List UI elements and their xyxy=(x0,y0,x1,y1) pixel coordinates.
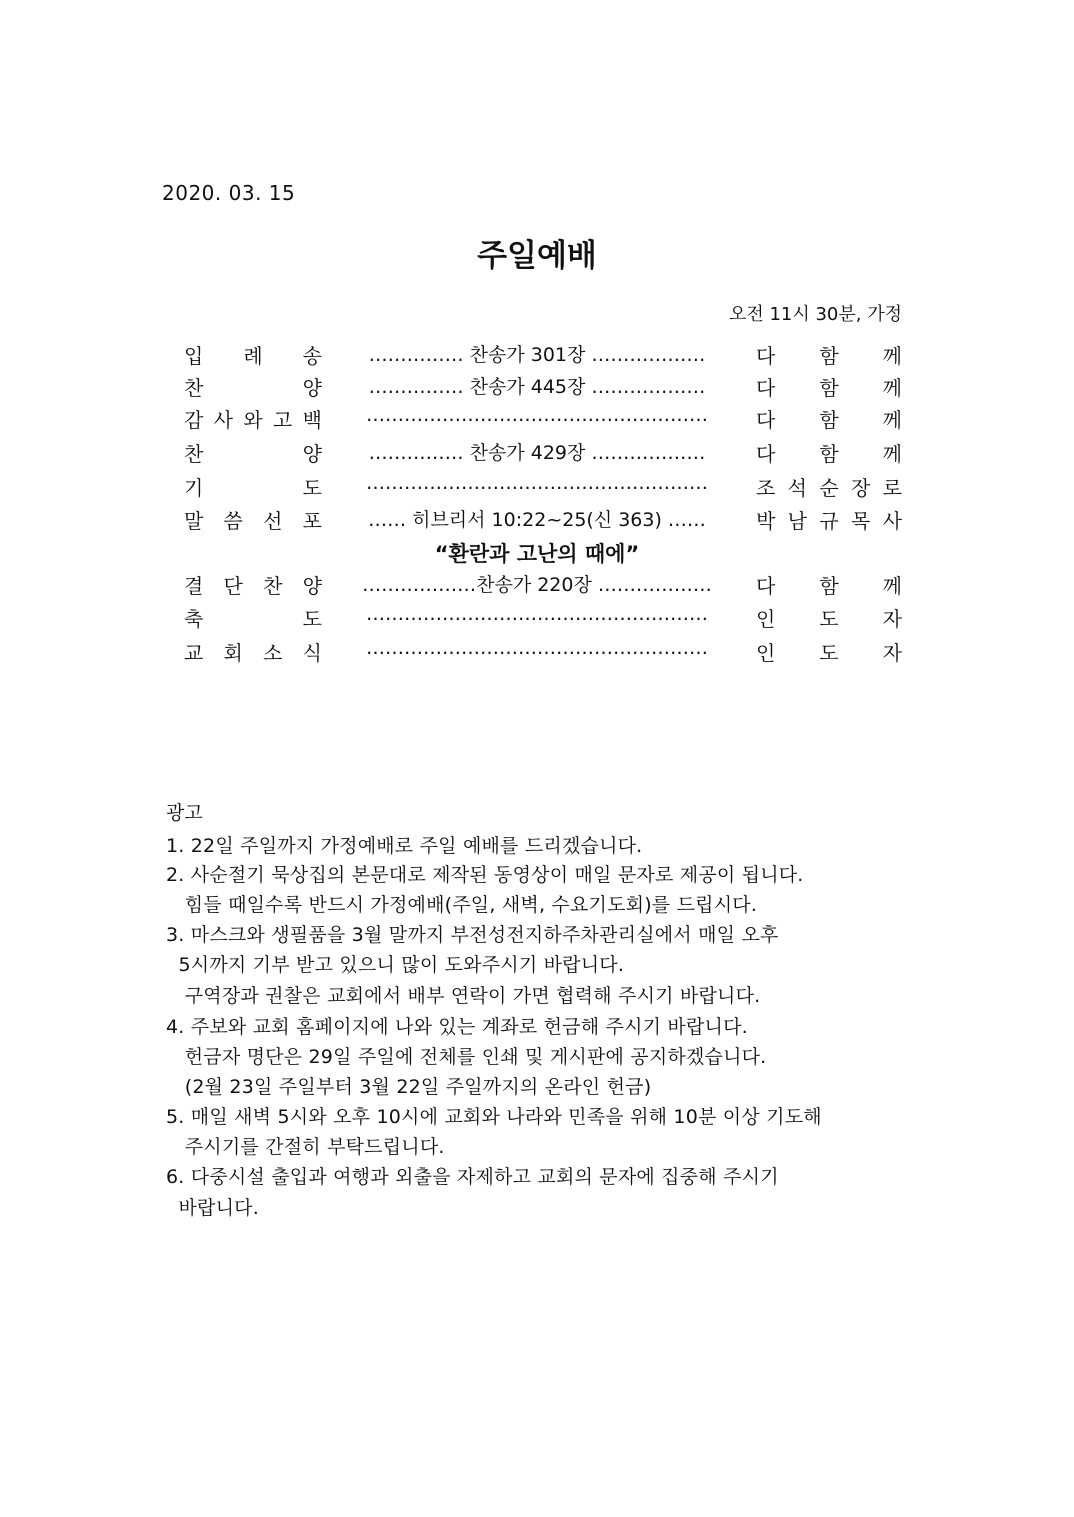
order-detail xyxy=(356,570,718,597)
order-label-char: 포 xyxy=(302,509,322,533)
order-label-char: 감 xyxy=(184,408,204,432)
order-presider-char: 다 xyxy=(756,376,776,400)
order-label-char: 식 xyxy=(302,641,322,665)
order-label-char: 양 xyxy=(302,442,322,466)
order-label-char: 찬 xyxy=(263,574,283,598)
order-label xyxy=(184,340,322,369)
sermon-title: “환란과 고난의 때에” xyxy=(434,542,640,566)
order-row xyxy=(0,570,1074,602)
order-detail-text: ……………………………………………… xyxy=(366,637,708,659)
order-label-char: 백 xyxy=(302,408,322,432)
order-presider-char: 함 xyxy=(819,344,839,368)
order-label-char: 회 xyxy=(223,641,243,665)
order-label xyxy=(184,637,322,666)
order-label-char: 단 xyxy=(223,574,243,598)
order-label-char: 입 xyxy=(184,344,204,368)
order-label xyxy=(184,570,322,599)
notices-heading: 광고 xyxy=(166,802,204,824)
order-presider xyxy=(756,372,902,401)
order-presider-char: 다 xyxy=(756,408,776,432)
order-detail-text: …………… 찬송가 429장 ……………… xyxy=(368,442,706,464)
order-detail-text: ……………………………………………… xyxy=(366,472,708,494)
order-presider-char: 인 xyxy=(756,607,776,631)
order-label-char: 축 xyxy=(184,607,204,631)
order-detail-text: ……………………………………………… xyxy=(366,603,708,625)
order-label-char: 교 xyxy=(184,641,204,665)
order-label-char: 기 xyxy=(184,476,204,500)
order-label-char: 와 xyxy=(243,408,263,432)
notice-line: 5시까지 기부 받고 있으니 많이 도와주시기 바랍니다. xyxy=(166,954,625,976)
order-label-char: 례 xyxy=(243,344,263,368)
order-presider-char: 함 xyxy=(819,408,839,432)
order-presider-char: 자 xyxy=(882,641,902,665)
order-presider xyxy=(756,570,902,599)
order-label-char: 도 xyxy=(302,607,322,631)
order-presider xyxy=(756,505,902,534)
order-row xyxy=(0,505,1074,537)
order-label-char: 고 xyxy=(272,408,293,432)
order-presider-char: 순 xyxy=(819,476,839,500)
order-label-char: 송 xyxy=(302,344,322,368)
notice-line: 3. 마스크와 생필품을 3월 말까지 부전성전지하주차관리실에서 매일 오후 xyxy=(166,924,779,946)
order-presider-char: 사 xyxy=(882,509,902,533)
notice-line: 1. 22일 주일까지 가정예배로 주일 예배를 드리겠습니다. xyxy=(166,835,643,857)
order-label-char: 사 xyxy=(213,408,233,432)
notice-line: 4. 주보와 교회 홈페이지에 나와 있는 계좌로 헌금해 주시기 바랍니다. xyxy=(166,1016,748,1038)
order-presider-char: 조 xyxy=(756,476,776,500)
order-label xyxy=(184,438,322,467)
order-label xyxy=(184,472,322,501)
order-row xyxy=(0,472,1074,504)
service-time-place: 오전 11시 30분, 가정 xyxy=(728,304,902,325)
order-row xyxy=(0,603,1074,635)
order-presider-char: 도 xyxy=(819,607,839,631)
order-presider-char: 께 xyxy=(882,376,902,400)
order-presider-char: 목 xyxy=(850,509,871,533)
page-title: 주일예배 xyxy=(477,238,597,274)
order-detail-text: ……………………………………………… xyxy=(366,404,708,426)
order-row xyxy=(0,404,1074,436)
order-detail-text: ………………찬송가 220장 ……………… xyxy=(362,574,712,596)
order-detail xyxy=(356,472,718,494)
notice-line: 바랍니다. xyxy=(166,1197,259,1219)
order-detail xyxy=(356,438,718,465)
order-label-char: 양 xyxy=(302,574,322,598)
order-presider-char: 인 xyxy=(756,641,776,665)
order-label-char: 찬 xyxy=(184,442,204,466)
order-detail-text: …………… 찬송가 445장 ……………… xyxy=(368,376,706,398)
order-presider xyxy=(756,472,902,501)
order-detail xyxy=(356,505,718,532)
order-presider-char: 께 xyxy=(882,344,902,368)
notice-line: 힘들 때일수록 반드시 가정예배(주일, 새벽, 수요기도회)를 드립시다. xyxy=(166,894,758,916)
order-presider-char: 박 xyxy=(756,509,776,533)
order-presider-char: 석 xyxy=(787,476,807,500)
order-presider xyxy=(756,637,902,666)
order-row xyxy=(0,372,1074,404)
order-presider-char: 함 xyxy=(819,442,839,466)
order-label-char: 도 xyxy=(302,476,322,500)
order-detail-text: …………… 찬송가 301장 ……………… xyxy=(368,344,706,366)
order-label-char: 선 xyxy=(263,509,283,533)
order-presider-char: 장 xyxy=(850,476,871,500)
order-presider-char: 다 xyxy=(756,442,776,466)
order-detail xyxy=(356,637,718,659)
order-presider-char: 께 xyxy=(882,442,902,466)
order-presider xyxy=(756,603,902,632)
order-label-char: 찬 xyxy=(184,376,204,400)
order-presider xyxy=(756,340,902,369)
order-label-char: 결 xyxy=(184,574,204,598)
notice-line: (2월 23일 주일부터 3월 22일 주일까지의 온라인 헌금) xyxy=(166,1076,652,1098)
order-label xyxy=(184,372,322,401)
order-label xyxy=(184,404,322,433)
order-presider-char: 규 xyxy=(819,509,839,533)
order-label-char: 말 xyxy=(184,509,204,533)
order-detail xyxy=(356,340,718,367)
order-label xyxy=(184,505,322,534)
order-row xyxy=(0,637,1074,669)
notice-line: 2. 사순절기 묵상집의 본문대로 제작된 동영상이 매일 문자로 제공이 됩니다. xyxy=(166,864,804,886)
order-presider-char: 남 xyxy=(787,509,807,533)
order-row xyxy=(0,438,1074,470)
bulletin-date: 2020. 03. 15 xyxy=(162,181,296,205)
order-label-char: 소 xyxy=(263,641,283,665)
order-label-char: 양 xyxy=(302,376,322,400)
order-presider-char: 다 xyxy=(756,574,776,598)
notice-line: 주시기를 간절히 부탁드립니다. xyxy=(166,1136,445,1158)
order-detail xyxy=(356,404,718,426)
order-presider-char: 함 xyxy=(819,376,839,400)
notice-line: 6. 다중시설 출입과 여행과 외출을 자제하고 교회의 문자에 집중해 주시기 xyxy=(166,1166,779,1188)
order-row xyxy=(0,340,1074,372)
order-presider xyxy=(756,404,902,433)
notice-line: 헌금자 명단은 29일 주일에 전체를 인쇄 및 게시판에 공지하겠습니다. xyxy=(166,1046,767,1068)
notice-line: 구역장과 권찰은 교회에서 배부 연락이 가면 협력해 주시기 바랍니다. xyxy=(166,985,761,1007)
order-detail xyxy=(356,603,718,625)
order-presider-char: 께 xyxy=(882,574,902,598)
order-presider-char: 도 xyxy=(819,641,839,665)
notice-line: 5. 매일 새벽 5시와 오후 10시에 교회와 나라와 민족을 위해 10분 이상 기도해 xyxy=(166,1106,822,1128)
order-presider-char: 함 xyxy=(819,574,839,598)
order-label-char: 씀 xyxy=(223,509,243,533)
order-presider-char: 께 xyxy=(882,408,902,432)
order-detail xyxy=(356,372,718,399)
order-detail-text: …… 히브리서 10:22~25(신 363) …… xyxy=(368,509,706,531)
order-presider xyxy=(756,438,902,467)
order-presider-char: 자 xyxy=(882,607,902,631)
order-presider-char: 다 xyxy=(756,344,776,368)
order-label xyxy=(184,603,322,632)
order-presider-char: 로 xyxy=(882,476,902,500)
